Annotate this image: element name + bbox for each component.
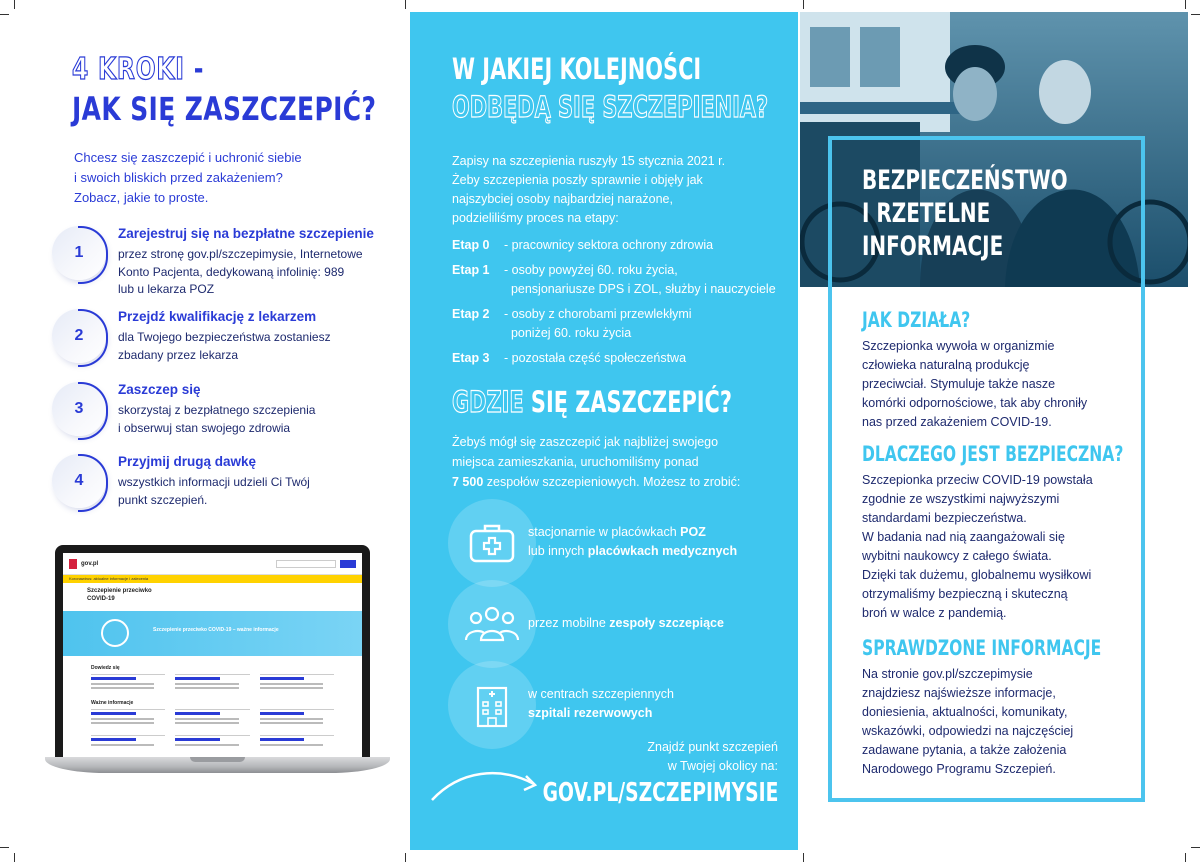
screen-search-button — [340, 560, 356, 568]
where-intro: Żebyś mógł się zaszczepić jak najbliżej swojego miejsca zamieszkania, uruchomiliśmy ponad 7 500 zespołów szczepieniowych. Możesz to zrobić: — [452, 435, 741, 489]
gov-eagle-icon — [69, 559, 77, 569]
people-group-icon — [448, 580, 536, 668]
screen-search-input — [276, 560, 336, 568]
medical-kit-icon — [448, 499, 536, 587]
section-text-why-safe: Szczepionka przeciw COVID-19 powstała zgodnie ze wszystkimi najwyższymi standardami bezpieczeństwa. W badania nad nią zaangażowali się wybitni naukowcy z całego świata. Dzięki tak dużemu, globalnemu wysiłkowi otrzymaliśmy bezpieczną i skuteczną broń w walce z pandemią. — [862, 473, 1093, 620]
step-description: dla Twojego bezpieczeństwa zostaniesz zbadany przez lekarza — [118, 330, 331, 362]
step-number-badge: 1 — [52, 226, 106, 280]
fold-mark — [803, 0, 804, 9]
step-description: skorzystaj z bezpłatnego szczepienia i obserwuj stan swojego zdrowia — [118, 403, 316, 435]
screen-banner: Szczepienie przeciwko COVID-19 – ważne informacje — [63, 611, 362, 656]
screen-card — [175, 709, 249, 729]
step-title: Zaszczep się — [118, 382, 201, 397]
fold-mark — [405, 0, 406, 9]
left-panel — [0, 0, 400, 862]
crop-mark — [1191, 847, 1200, 848]
screen-page-title: Szczepienie przeciwko COVID-19 — [87, 588, 152, 602]
screen-logo: gov.pl — [81, 560, 99, 567]
etap-item: Etap 0 - pracownicy sektora ochrony zdrowia — [452, 238, 714, 252]
screen-card — [91, 674, 165, 694]
fold-mark — [405, 853, 406, 862]
place-item-poz: stacjonarnie w placówkach POZ lub innych placówkach medycznych — [448, 499, 798, 589]
steps-intro: Chcesz się zaszczepić i uchronić siebie i swoich bliskich przed zakażeniem? Zobacz, jakie to proste. — [74, 150, 302, 205]
etap-list — [452, 236, 792, 369]
order-heading-outline: ODBĘDĄ SIĘ SZCZEPIENIA? — [452, 90, 769, 124]
vaccine-badge-icon — [101, 619, 129, 647]
screen-alert-bar: Koronawirus: aktualne informacje i zalecenia — [63, 575, 362, 583]
crop-mark — [1185, 853, 1186, 862]
screen-card — [91, 709, 165, 729]
order-heading: W JAKIEJ KOLEJNOŚCI — [452, 52, 702, 86]
section-text-verified-info: Na stronie gov.pl/szczepimysie znajdziesz najświeższe informacje, doniesienia, aktualności, komunikaty, wskazówki, odpowiedzi na najczęściej zadawane pytania, a także założenia Narodowego Programu Szczepień. — [862, 667, 1074, 776]
curved-arrow-icon — [430, 764, 540, 804]
laptop-image — [45, 545, 395, 790]
step-title: Zarejestruj się na bezpłatne szczepienie — [118, 226, 374, 241]
screen-body: Dowiedz się Ważne informacje — [63, 656, 362, 758]
step-number-badge: 4 — [52, 454, 106, 508]
step-3 — [52, 382, 392, 446]
fold-mark — [803, 853, 804, 862]
step-number-badge: 2 — [52, 309, 106, 363]
step-2 — [52, 309, 392, 373]
etap-item: Etap 1 - osoby powyżej 60. roku życia, pensjonariusze DPS i ZOL, służby i nauczyciele — [452, 263, 776, 296]
website-link[interactable]: GOV.PL/SZCZEPIMYSIE — [542, 778, 778, 808]
laptop-screen — [63, 553, 362, 758]
laptop-notch — [190, 757, 245, 762]
middle-panel — [410, 12, 798, 850]
screen-card — [175, 735, 249, 755]
steps-title: JAK SIĘ ZASZCZEPIĆ? — [72, 90, 377, 128]
place-item-hospital: w centrach szczepiennych szpitali rezerwowych — [448, 661, 798, 751]
screen-card — [260, 709, 334, 729]
step-number-badge: 3 — [52, 382, 106, 436]
step-title: Przyjmij drugą dawkę — [118, 454, 257, 469]
screen-topbar — [63, 553, 362, 575]
crop-mark — [1191, 14, 1200, 15]
safety-heading: BEZPIECZEŃSTWO I RZETELNE INFORMACJE — [862, 165, 1068, 262]
section-title-how-it-works: JAK DZIAŁA? — [862, 308, 971, 332]
order-intro: Zapisy na szczepienia ruszyły 15 stycznia 2021 r. Żeby szczepienia poszły sprawnie i objęły jak najszybciej osoby najbardziej narażone, podzieliliśmy proces na etapy: — [452, 154, 726, 225]
step-4 — [52, 454, 392, 518]
laptop-lid — [55, 545, 370, 760]
etap-item: Etap 3 - pozostała część społeczeństwa — [452, 351, 687, 365]
step-title: Przejdź kwalifikację z lekarzem — [118, 309, 317, 324]
etap-item: Etap 2 - osoby z chorobami przewlekłymi poniżej 60. roku życia — [452, 307, 692, 340]
screen-card — [260, 735, 334, 755]
where-heading: GDZIE SIĘ ZASZCZEPIĆ? — [452, 385, 732, 419]
screen-card — [175, 674, 249, 694]
section-text-how-it-works: Szczepionka wywoła w organizmie człowieka naturalną produkcję przeciwciał. Stymuluje także nasze komórki odpornościowe, tak aby chroniły nas przed zakażeniem COVID-19. — [862, 339, 1088, 429]
step-description: wszystkich informacji udzieli Ci Twój punkt szczepień. — [118, 475, 310, 507]
section-title-verified-info: SPRAWDZONE INFORMACJE — [862, 636, 1102, 660]
screen-card — [260, 674, 334, 694]
steps-title-outline: 4 KROKI - — [72, 52, 205, 87]
section-title-why-safe: DLACZEGO JEST BEZPIECZNA? — [862, 442, 1124, 466]
screen-card — [91, 735, 165, 755]
hospital-building-icon — [448, 661, 536, 749]
place-item-mobile: przez mobilne zespoły szczepiące — [448, 580, 798, 670]
find-point-text: Znajdź punkt szczepień w Twojej okolicy na: — [647, 740, 778, 773]
step-description: przez stronę gov.pl/szczepimysie, Internetowe Konto Pacjenta, dedykowaną infolinię: 989 lub u lekarza POZ — [118, 247, 363, 296]
crop-mark — [1185, 0, 1186, 9]
step-1 — [52, 226, 392, 296]
